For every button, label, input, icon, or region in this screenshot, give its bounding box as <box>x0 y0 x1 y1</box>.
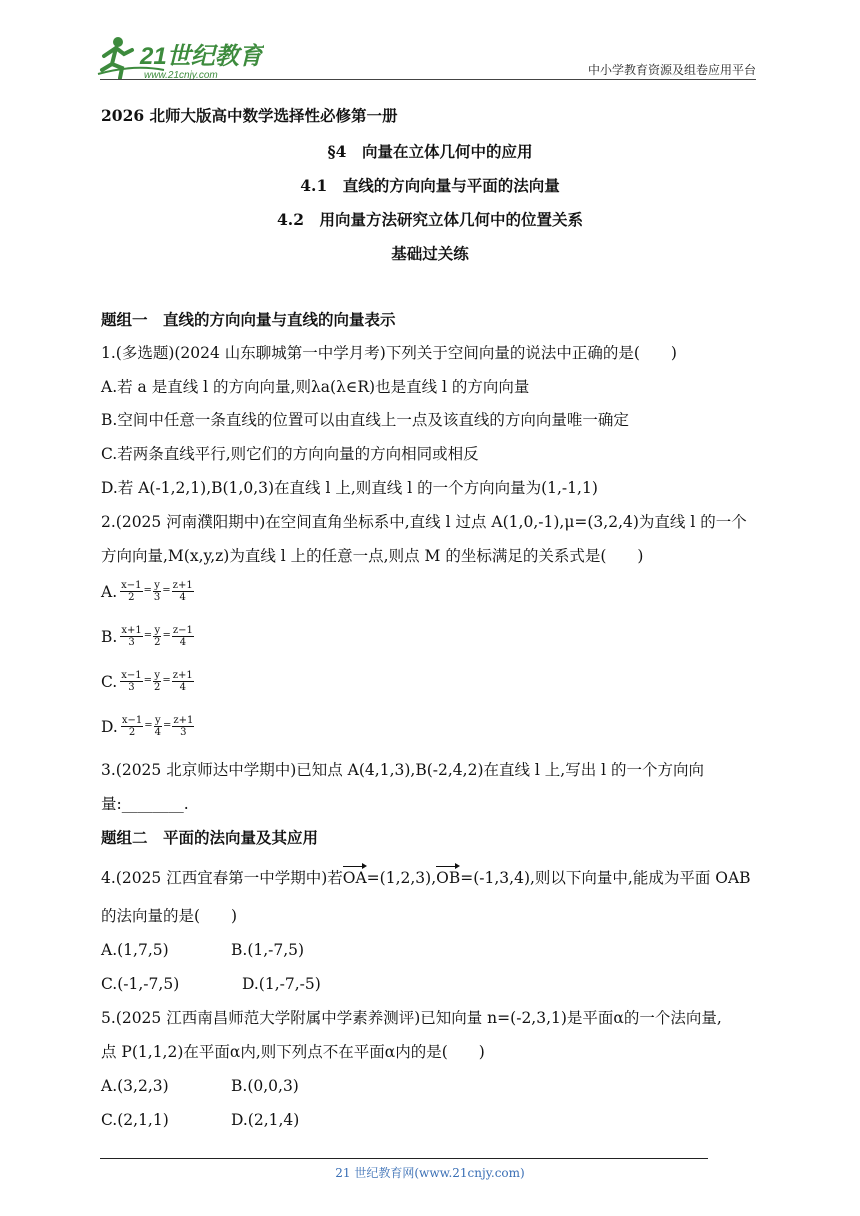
question-1-option-a[interactable]: A.若 a 是直线 l 的方向向量,则λa(λ∈R)也是直线 l 的方向向量 <box>101 378 530 396</box>
question-2-stem-line-1: 2.(2025 河南濮阳期中)在空间直角坐标系中,直线 l 过点 A(1,0,-1),μ=(3,2,4)为直线 l 的一个 <box>101 513 747 531</box>
question-1-option-c[interactable]: C.若两条直线平行,则它们的方向向量的方向相同或相反 <box>101 445 479 463</box>
fraction: $\frac{y}{4}$ <box>154 715 161 738</box>
section-title-2: 4.2 用向量方法研究立体几何中的位置关系 <box>277 210 583 229</box>
question-4-option-c[interactable]: C.(-1,-7,5) <box>101 975 180 993</box>
question-1-stem: 1.(多选题)(2024 山东聊城第一中学月考)下列关于空间向量的说法中正确的是( ) <box>101 344 677 362</box>
fraction: $\frac{x-1}{2}$ <box>121 715 143 738</box>
fraction: $\frac{x-1}{2}$ <box>121 580 142 603</box>
runner-logo-icon <box>94 34 264 82</box>
question-5-option-b[interactable]: B.(0,0,3) <box>231 1077 299 1095</box>
svg-text:21世纪教育: 21世纪教育 <box>140 43 263 70</box>
fraction: $\frac{z+1}{4}$ <box>172 580 193 603</box>
vector-ob: OB <box>436 869 461 887</box>
question-2-option-b[interactable]: B. $\frac{x+1}{3}$ = $\frac{y}{2}$ = $\frac{z-1}{4}$ <box>101 625 193 648</box>
fraction: $\frac{y}{2}$ <box>154 670 161 693</box>
group-heading-1: 题组一 直线的方向向量与直线的向量表示 <box>101 310 396 329</box>
book-title: 2026 北师大版高中数学选择性必修第一册 <box>101 106 398 125</box>
question-4-option-a[interactable]: A.(1,7,5) <box>101 941 169 959</box>
question-4-option-d[interactable]: D.(1,-7,-5) <box>242 975 321 993</box>
question-5-option-a[interactable]: A.(3,2,3) <box>101 1077 169 1095</box>
footer-link[interactable]: 21 世纪教育网(www.21cnjy.com) <box>335 1166 525 1180</box>
question-3-stem-line-1: 3.(2025 北京师达中学期中)已知点 A(4,1,3),B(-2,4,2)在直线 l 上,写出 l 的一个方向向 <box>101 761 705 779</box>
section-title-1: 4.1 直线的方向向量与平面的法向量 <box>300 176 560 195</box>
fraction: $\frac{y}{2}$ <box>154 625 161 648</box>
chapter-title: §4 向量在立体几何中的应用 <box>327 142 533 161</box>
question-2-option-a[interactable]: A. $\frac{x-1}{2}$ = $\frac{y}{3}$ = $\frac{z+1}{4}$ <box>101 580 193 603</box>
question-2-option-c[interactable]: C. $\frac{x-1}{3}$ = $\frac{y}{2}$ = $\frac{z+1}{4}$ <box>101 670 193 693</box>
question-3-stem-line-2: 量:________. <box>101 795 189 813</box>
question-1-option-b[interactable]: B.空间中任意一条直线的位置可以由直线上一点及该直线的方向向量唯一确定 <box>101 411 629 429</box>
fraction: $\frac{x+1}{3}$ <box>121 625 142 648</box>
fraction: $\frac{z+1}{3}$ <box>173 715 194 738</box>
question-4-stem-line-1: 4.(2025 江西宜春第一中学期中)若OA=(1,2,3),OB=(-1,3,4),则以下向量中,能成为平面 OAB <box>101 869 751 887</box>
site-logo[interactable] <box>94 34 264 82</box>
question-5-stem-line-2: 点 P(1,1,2)在平面α内,则下列点不在平面α内的是( ) <box>101 1043 485 1061</box>
question-2-stem-line-2: 方向向量,M(x,y,z)为直线 l 上的任意一点,则点 M 的坐标满足的关系式是( ) <box>101 547 644 565</box>
footer-divider <box>100 1158 708 1159</box>
question-4-stem-line-2: 的法向量的是( ) <box>101 907 238 925</box>
vector-oa: OA <box>342 869 367 887</box>
question-4-option-b[interactable]: B.(1,-7,5) <box>231 941 305 959</box>
header-divider <box>100 79 756 80</box>
question-5-option-d[interactable]: D.(2,1,4) <box>231 1111 300 1129</box>
platform-name: 中小学教育资源及组卷应用平台 <box>587 63 756 77</box>
question-5-option-c[interactable]: C.(2,1,1) <box>101 1111 169 1129</box>
practice-title: 基础过关练 <box>391 244 469 263</box>
question-1-option-d[interactable]: D.若 A(-1,2,1),B(1,0,3)在直线 l 上,则直线 l 的一个方向向量为(1,-1,1) <box>101 479 598 497</box>
question-5-stem-line-1: 5.(2025 江西南昌师范大学附属中学素养测评)已知向量 n=(-2,3,1)是平面α的一个法向量, <box>101 1009 722 1027</box>
fraction: $\frac{y}{3}$ <box>153 580 161 603</box>
group-heading-2: 题组二 平面的法向量及其应用 <box>101 828 319 847</box>
fraction: $\frac{z-1}{4}$ <box>172 625 193 648</box>
question-2-option-d[interactable]: D. $\frac{x-1}{2}$ = $\frac{y}{4}$ = $\frac{z+1}{3}$ <box>101 715 194 738</box>
fraction: $\frac{x-1}{3}$ <box>121 670 142 693</box>
fraction: $\frac{z+1}{4}$ <box>172 670 193 693</box>
svg-text:www.21cnjy.com: www.21cnjy.com <box>144 70 218 81</box>
